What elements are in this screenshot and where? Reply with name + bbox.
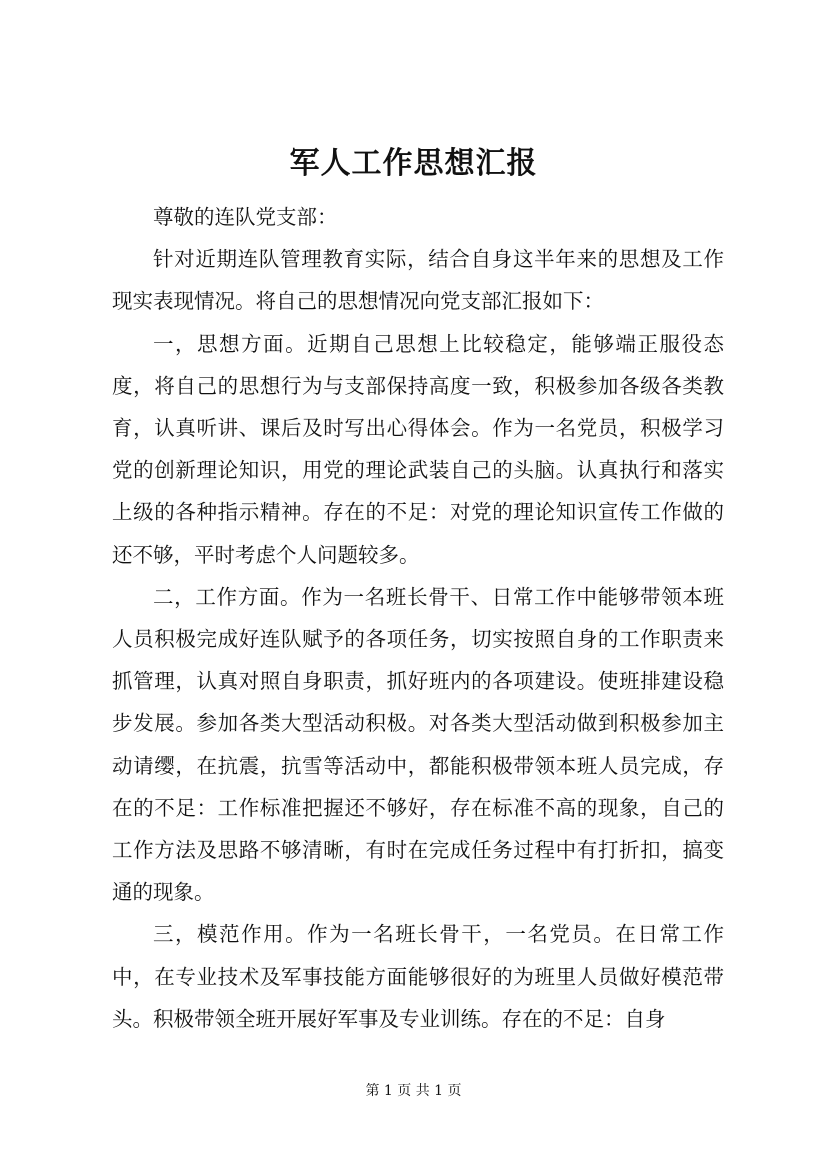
paragraph-work: 二，工作方面。作为一名班长骨干、日常工作中能够带领本班人员积极完成好连队赋予的各项任务，切实按照自身的工作职责来抓管理，认真对照自身职责，抓好班内的各项建设。使班排建设稳步发展。参加各类大型活动积极。对各类大型活动做到积极参加主动请缨，在抗震，抗雪等活动中，都能积极带领本班人员完成，存在的不足：工作标准把握还不够好，存在标准不高的现象，自己的工作方法及思路不够清晰，有时在完成任务过程中有打折扣，搞变通的现象。 (112, 584, 724, 905)
paragraph-model: 三，模范作用。作为一名班长骨干，一名党员。在日常工作中，在专业技术及军事技能方面能够很好的为班里人员做好模范带头。积极带领全班开展好军事及专业训练。存在的不足：自身 (112, 922, 724, 1031)
paragraph-intro: 针对近期连队管理教育实际，结合自身这半年来的思想及工作现实表现情况。将自己的思想情况向党支部汇报如下： (112, 247, 724, 314)
document-title: 军人工作思想汇报 (289, 146, 538, 181)
paragraph-thought: 一，思想方面。近期自己思想上比较稳定，能够端正服役态度，将自己的思想行为与支部保持高度一致，积极参加各级各类教育，认真听讲、课后及时写出心得体会。作为一名党员，积极学习党的创新理论知识，用党的理论武装自己的头脑。认真执行和落实上级的各种指示精神。存在的不足：对党的理论知识宣传工作做的还不够，平时考虑个人问题较多。 (112, 331, 724, 567)
page-footer: 第 1 页 共 1 页 (365, 1083, 462, 1099)
salutation: 尊敬的连队党支部： (153, 205, 338, 229)
document-body (112, 196, 724, 1040)
